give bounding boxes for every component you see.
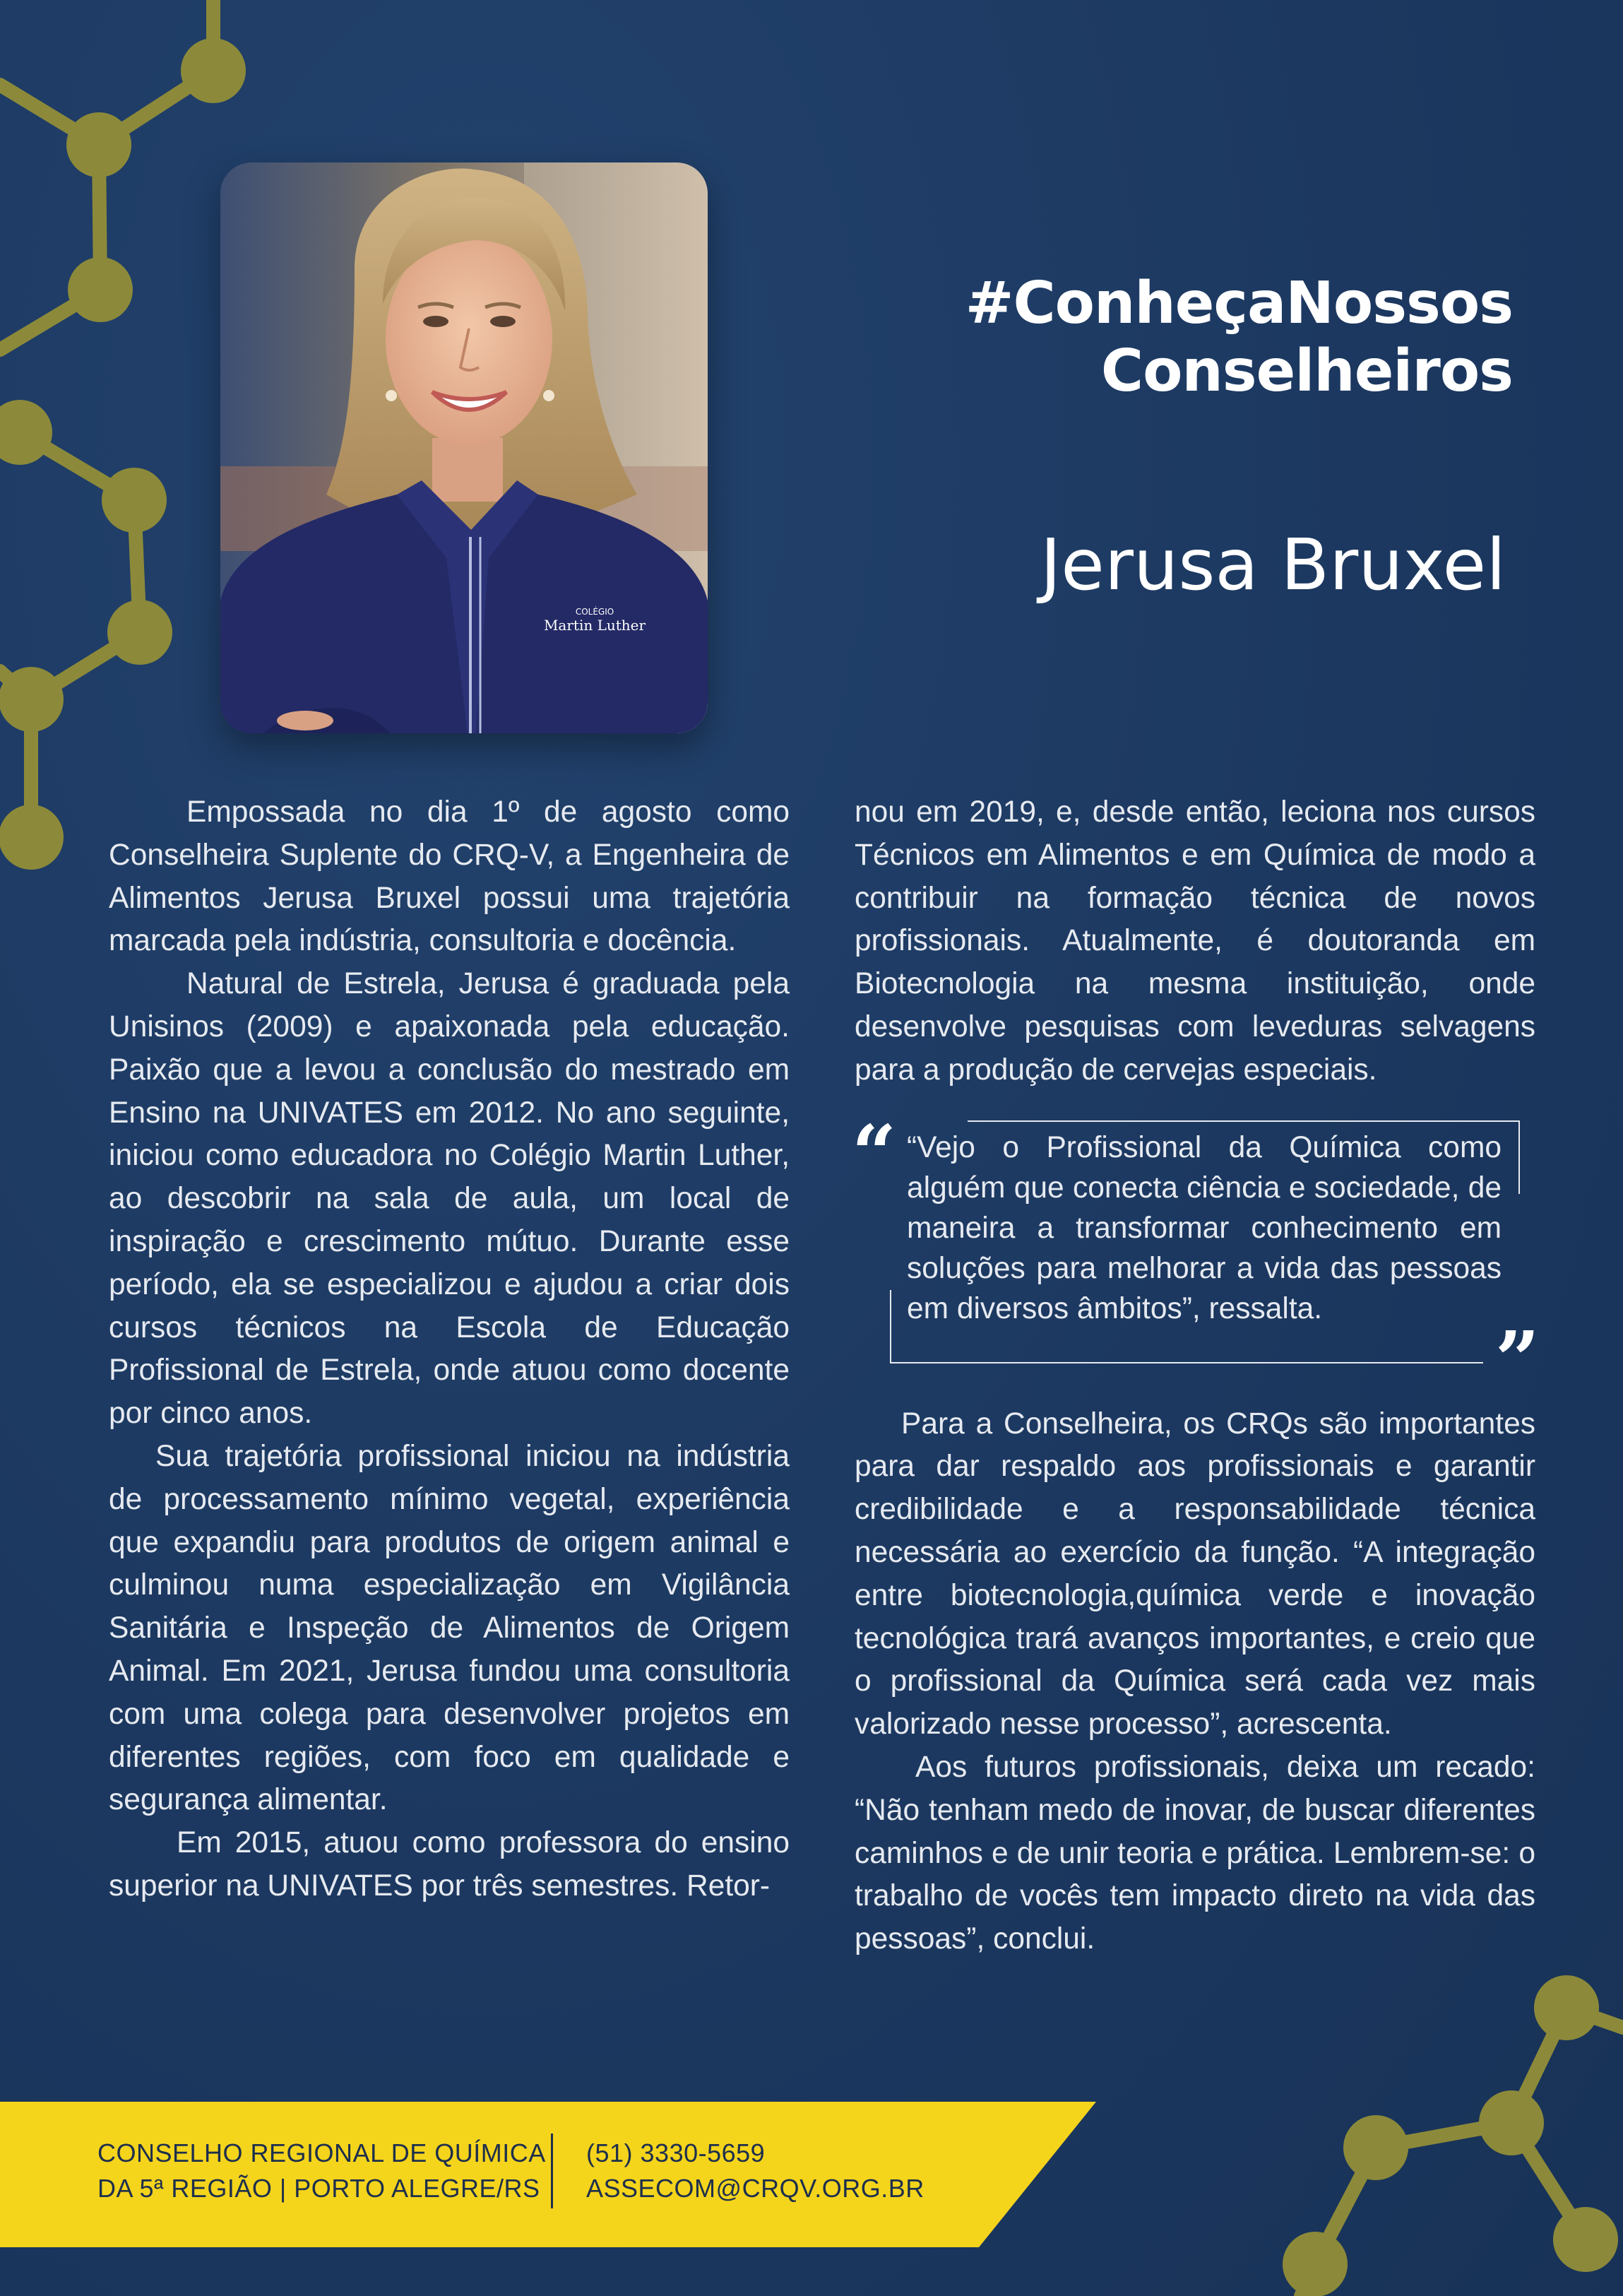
quote-border-top [968, 1120, 1520, 1122]
right-column [852, 791, 1540, 1961]
portrait-photo [220, 162, 708, 733]
paragraph: Sua trajetória profissional iniciou na indústria de processamento mínimo vegetal, experiência que expandiu para produtos de origem animal e culminou numa especialização em Vigilância Sanitária e Inspeção de Alimentos de Origem Animal. Em 2021, Jerusa fundou uma consultoria com uma colega para desenvolver projetos em diferentes regiões, com foco em qualidade e segurança alimentar. [109, 1439, 790, 1817]
shirt-logo: Martin Luther [543, 617, 646, 634]
footer-divider [551, 2134, 553, 2208]
paragraph: Em 2015, atuou como professora do ensino superior na UNIVATES por três semestres. Retor- [109, 1826, 790, 1903]
person-name: Jerusa Bruxel [1040, 523, 1506, 606]
paragraph: Para a Conselheira, os CRQs são importantes para dar respaldo aos profissionais e garantir credibilidade e a responsabilidade técnica necessária ao exercício da função. “A integração entre biotecnologia,química verde e inovação tecnológica trará avanços importantes, e creio que o profissional da Química será cada vez mais valorizado nesse processo”, acrescenta. [855, 1407, 1535, 1741]
open-quote-icon: “ [852, 1107, 897, 1199]
paragraph: Natural de Estrela, Jerusa é graduada pela Unisinos (2009) e apaixonada pela educação. Paixão que a levou a conclusão do mestrado em Ensino na UNIVATES em 2012. No ano seguinte, iniciou como educadora no Colégio Martin Luther, ao descobrir na sala de aula, um local de inspiração e crescimento mútuo. Durante esse período, ela se especializou e ajudou a criar dois cursos técnicos na Escola de Educação Profissional de Estrela, onde atuou como docente por cinco anos. [109, 967, 790, 1431]
shirt-logo-small: COLÉGIO [575, 607, 614, 617]
left-column [109, 791, 790, 1908]
headline-line-1: #ConheçaNossos [965, 270, 1513, 337]
quote-border-left [890, 1290, 891, 1363]
quote-border-bottom [890, 1362, 1483, 1363]
paragraph: nou em 2019, e, desde então, leciona nos cursos Técnicos em Alimentos e em Química de modo a contribuir na formação técnica de novos profissionais. Atualmente, é doutoranda em Biotecnologia na mesma instituição, onde desenvolve pesquisas com leveduras selvagens para a produção de cervejas especiais. [855, 795, 1535, 1087]
footer-phone[interactable]: (51) 3330-5659 [586, 2138, 766, 2167]
pull-quote [852, 1107, 1540, 1405]
paragraph: Empossada no dia 1º de agosto como Conselheira Suplente do CRQ-V, a Engenheira de Alimentos Jerusa Bruxel possui uma trajetória marcada pela indústria, consultoria e docência. [109, 795, 790, 958]
footer-org-line-1: CONSELHO REGIONAL DE QUÍMICA [97, 2138, 546, 2167]
footer-contact [586, 2136, 925, 2206]
page-headline [736, 270, 1513, 406]
footer-organization [97, 2136, 546, 2206]
quote-text: “Vejo o Profissional da Química como alguém que conecta ciência e sociedade, de maneira a transformar conhecimento em soluções para melhorar a vida das pessoas em diversos âmbitos”, ressalta. [907, 1130, 1502, 1325]
quote-border-right [1518, 1120, 1520, 1194]
footer-email[interactable]: ASSECOM@CRQV.ORG.BR [586, 2174, 925, 2203]
headline-line-2: Conselheiros [1100, 338, 1513, 405]
footer-org-line-2: DA 5ª REGIÃO | PORTO ALEGRE/RS [97, 2174, 540, 2203]
paragraph: Aos futuros profissionais, deixa um recado: “Não tenham medo de inovar, de buscar diferentes caminhos e de unir teoria e prática. Lembrem-se: o trabalho de vocês tem impacto direto na vida das pessoas”, conclui. [855, 1750, 1535, 1956]
close-quote-icon: ” [1494, 1313, 1540, 1405]
